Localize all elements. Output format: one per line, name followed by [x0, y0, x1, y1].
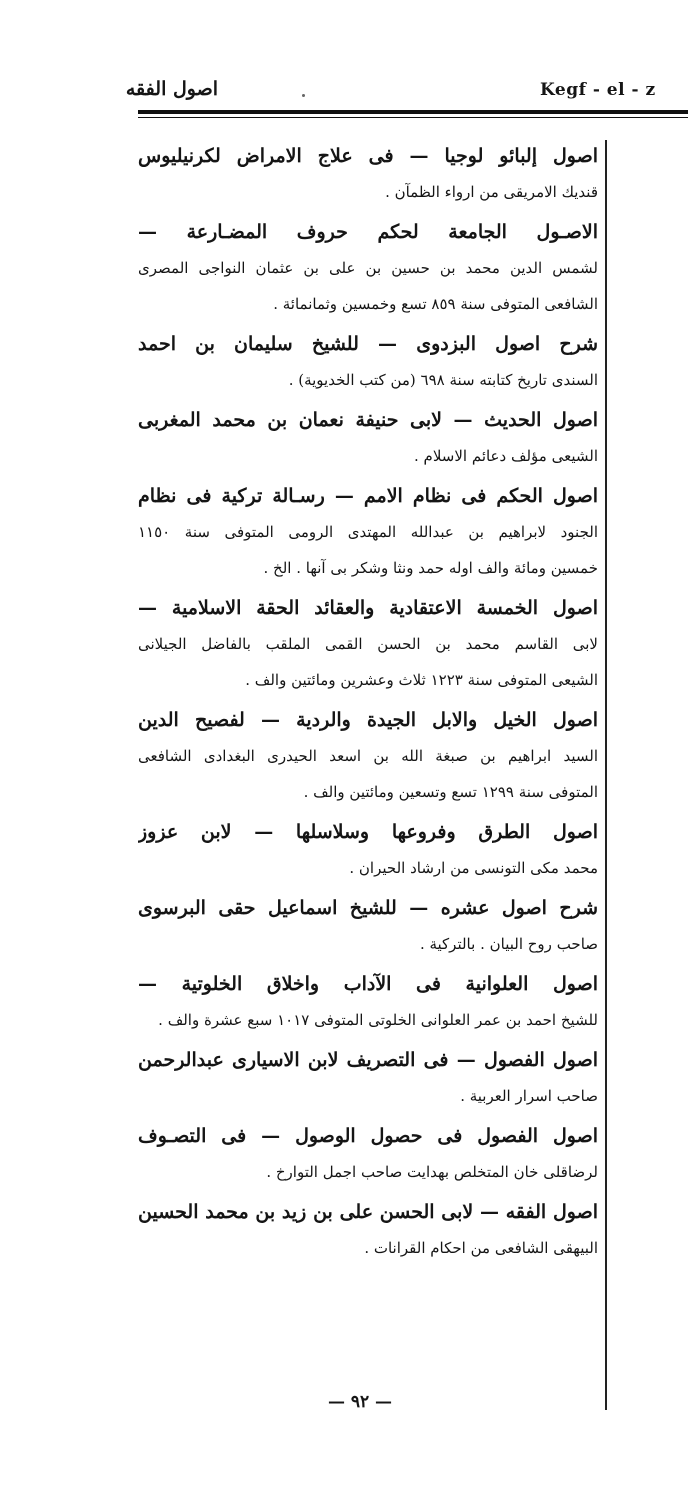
- catalog-entry: [138, 1118, 598, 1190]
- entry-detail-line: الشيعى مؤلف دعائم الاسلام .: [414, 447, 598, 465]
- entry-title-line: اصول العلوانية فى الآداب واخلاق الخلوتية —: [138, 973, 598, 995]
- entry-title-line: اصول الحكم فى نظام الامم — رسـالة تركية فى نظام: [138, 485, 598, 507]
- catalog-entry: [138, 966, 598, 1038]
- entry-title-line: اصول الحديث — لابى حنيفة نعمان بن محمد المغربى: [138, 409, 598, 431]
- entry-detail-line: صاحب روح البيان . بالتركية .: [419, 935, 598, 953]
- running-head-title: اصول الفقه: [125, 78, 218, 100]
- entry-title-line: شرح اصول البزدوى — للشيخ سليمان بن احمد: [138, 333, 598, 355]
- entry-detail-line: لرضاقلى خان المتخلص بهدايت صاحب اجمل التوارخ .: [266, 1163, 598, 1181]
- print-speck: [302, 94, 305, 97]
- header-rule-thick: [138, 110, 688, 114]
- header-rule-thin: [138, 117, 688, 118]
- catalog-entry: [138, 814, 598, 886]
- catalog-entry: [138, 1194, 598, 1266]
- entry-detail-line: خمسين ومائة والف اوله حمد ونثا وشكر بى آنها . الخ .: [263, 559, 598, 577]
- entry-title-line: اصول إلبائو لوجيا — فى علاج الامراض لكرنيليوس: [138, 145, 598, 167]
- entry-detail-line: الشيعى المتوفى سنة ١٢٢٣ ثلاث وعشرين ومائتين والف .: [245, 671, 598, 689]
- entry-detail-line: صاحب اسرار العربية .: [460, 1087, 598, 1105]
- entry-detail-line: البيهقى الشافعى من احكام القرانات .: [364, 1239, 598, 1257]
- catalog-entry: [138, 890, 598, 962]
- entry-detail-line: السيد ابراهيم بن صبغة الله بن اسعد الحيدرى البغدادى الشافعى: [138, 747, 598, 765]
- entry-detail-line: الشافعى المتوفى سنة ٨٥٩ تسع وخمسين وثمانمائة .: [273, 295, 598, 313]
- catalog-entry: [138, 326, 598, 398]
- entry-title-line: اصول الخمسة الاعتقادية والعقائد الحقة الاسلامية —: [138, 597, 598, 619]
- entry-detail-line: محمد مكى التونسى من ارشاد الحيران .: [349, 859, 598, 877]
- entry-title-line: اصول الخيل والابل الجيدة والردية — لفصيح الدين: [138, 709, 598, 731]
- entry-detail-line: قنديك الامريقى من ارواء الظمآن .: [385, 183, 598, 201]
- catalog-entry: [138, 478, 598, 586]
- entry-gap: [138, 1266, 598, 1270]
- column-margin-line: [605, 140, 607, 1410]
- entry-detail-line: الجنود لابراهيم بن عبدالله المهتدى الرومى المتوفى سنة ١١٥٠: [138, 523, 598, 541]
- catalog-entry: [138, 590, 598, 698]
- catalog-entry: [138, 138, 598, 210]
- entry-detail-line: المتوفى سنة ١٢٩٩ تسع وتسعين ومائتين والف .: [303, 783, 598, 801]
- catalog-entries: [138, 138, 598, 1270]
- entry-title-line: اصول الطرق وفروعها وسلاسلها — لابن عزوز: [138, 821, 598, 843]
- entry-title-line: اصول الفصول — فى التصريف لابن الاسيارى عبدالرحمن: [138, 1049, 598, 1071]
- running-head-catalog-ref: Kegf - el - z: [540, 80, 656, 100]
- catalog-entry: [138, 402, 598, 474]
- entry-title-line: الاصـول الجامعة لحكم حروف المضـارعة —: [138, 221, 598, 243]
- page-number: — ٩٢ —: [327, 1392, 393, 1412]
- catalog-entry: [138, 214, 598, 322]
- entry-title-line: اصول الفقه — لابى الحسن على بن زيد بن محمد الحسين: [138, 1201, 598, 1223]
- catalog-entry: [138, 702, 598, 810]
- catalog-entry: [138, 1042, 598, 1114]
- entry-detail-line: السندى تاريخ كتابته سنة ٦٩٨ (من كتب الخديوية) .: [288, 371, 598, 389]
- entry-title-line: اصول الفصول فى حصول الوصول — فى التصـوف: [138, 1125, 598, 1147]
- entry-title-line: شرح اصول عشره — للشيخ اسماعيل حقى البرسوى: [138, 897, 598, 919]
- entry-detail-line: لابى القاسم محمد بن الحسن القمى الملقب بالفاضل الجيلانى: [138, 635, 598, 653]
- entry-detail-line: لشمس الدين محمد بن حسين بن على بن عثمان النواجى المصرى: [138, 259, 598, 277]
- entry-detail-line: للشيخ احمد بن عمر العلوانى الخلوتى المتوفى ١٠١٧ سبع عشرة والف .: [158, 1011, 598, 1029]
